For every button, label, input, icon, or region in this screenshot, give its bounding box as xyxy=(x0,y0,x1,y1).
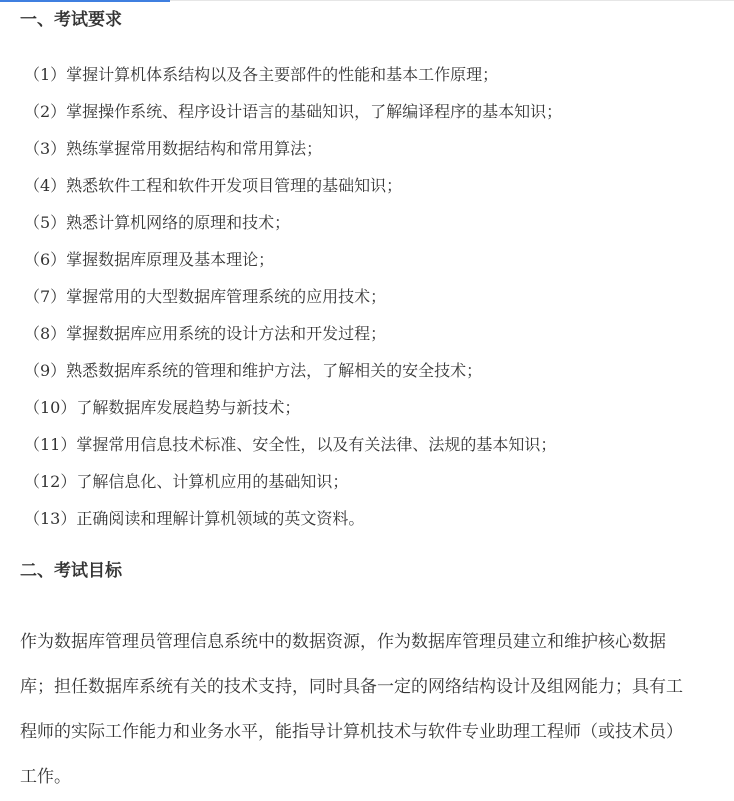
list-item: （4）熟悉软件工程和软件开发项目管理的基础知识； xyxy=(24,176,403,195)
section-heading-exam-objectives: 二、考试目标 xyxy=(20,561,122,581)
top-accent-bar xyxy=(0,0,170,2)
objectives-paragraph: 作为数据库管理员管理信息系统中的数据资源，作为数据库管理员建立和维护核心数据库；担任数据库系统有关的技术支持，同时具备一定的网络结构设计及组网能力；具有工程师的实际工作能力和业务水平，能指导计算机技术与软件专业助理工程师（或技术员）工作。 xyxy=(20,632,683,787)
list-item: （5）熟悉计算机网络的原理和技术； xyxy=(24,213,291,232)
section-heading-exam-requirements: 一、考试要求 xyxy=(20,10,122,30)
top-divider xyxy=(170,0,734,1)
list-item: （2）掌握操作系统、程序设计语言的基础知识，了解编译程序的基本知识； xyxy=(24,102,563,121)
list-item: （11）掌握常用信息技术标准、安全性，以及有关法律、法规的基本知识； xyxy=(24,435,557,454)
list-item: （1）掌握计算机体系结构以及各主要部件的性能和基本工作原理； xyxy=(24,65,499,84)
requirements-list xyxy=(24,64,562,545)
list-item: （8）掌握数据库应用系统的设计方法和开发过程； xyxy=(24,324,387,343)
list-item: （10）了解数据库发展趋势与新技术； xyxy=(24,398,301,417)
list-item: （7）掌握常用的大型数据库管理系统的应用技术； xyxy=(24,287,387,306)
list-item: （13）正确阅读和理解计算机领域的英文资料。 xyxy=(24,509,365,528)
list-item: （12）了解信息化、计算机应用的基础知识； xyxy=(24,472,349,491)
list-item: （6）掌握数据库原理及基本理论； xyxy=(24,250,275,269)
list-item: （3）熟练掌握常用数据结构和常用算法； xyxy=(24,139,323,158)
list-item: （9）熟悉数据库系统的管理和维护方法，了解相关的安全技术； xyxy=(24,361,483,380)
